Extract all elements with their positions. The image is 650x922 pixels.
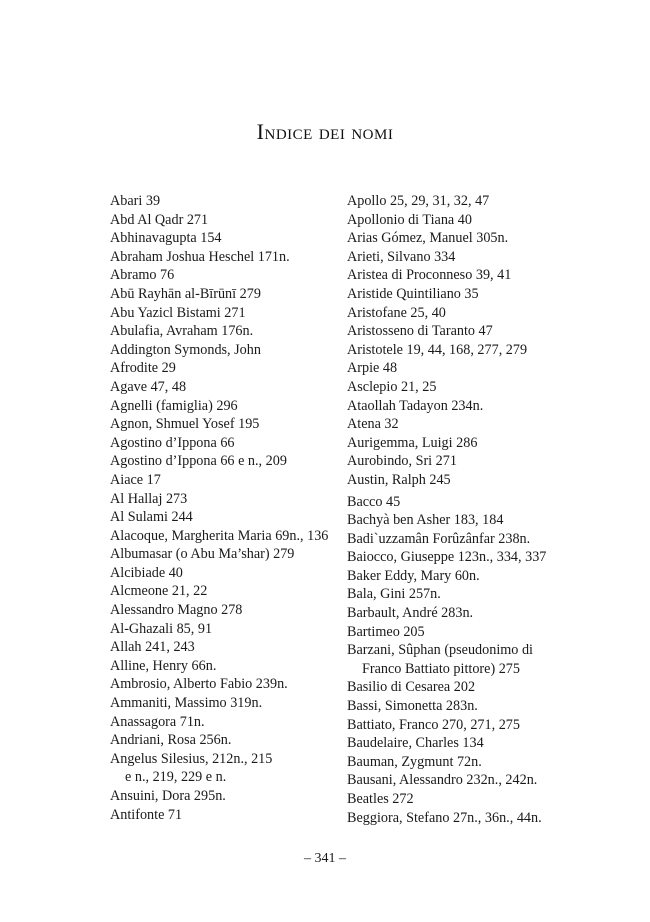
index-entry: Baker Eddy, Mary 60n. xyxy=(347,567,480,584)
index-entry: Agnon, Shmuel Yosef 195 xyxy=(110,416,260,433)
index-entry: Abraham Joshua Heschel 171n. xyxy=(110,248,290,265)
index-entry: Basilio di Cesarea 202 xyxy=(347,679,476,696)
index-entry: Angelus Silesius, 212n., 215 xyxy=(110,750,273,767)
index-entry: Abramo 76 xyxy=(110,267,175,284)
index-entry: Alcmeone 21, 22 xyxy=(110,583,208,600)
index-entry: Bausani, Alessandro 232n., 242n. xyxy=(347,772,538,789)
index-entry: e n., 219, 229 e n. xyxy=(125,769,227,786)
index-entry: Agave 47, 48 xyxy=(110,378,187,395)
index-entry: Al Sulami 244 xyxy=(110,509,193,526)
index-entry: Aiace 17 xyxy=(110,471,161,488)
index-entry: Atena 32 xyxy=(347,416,399,433)
index-entry: Aristea di Proconneso 39, 41 xyxy=(347,267,512,284)
index-entry: Aristide Quintiliano 35 xyxy=(347,285,479,302)
index-entry: Aristotele 19, 44, 168, 277, 279 xyxy=(347,341,528,358)
index-entry: Abhinavagupta 154 xyxy=(110,230,222,247)
index-entry: Abd Al Qadr 271 xyxy=(110,211,209,228)
index-entry: Aurobindo, Sri 271 xyxy=(347,453,457,470)
index-entry: Bala, Gini 257n. xyxy=(347,586,441,603)
index-entry: Bauman, Zygmunt 72n. xyxy=(347,753,482,770)
index-entry: Agostino d’Ippona 66 xyxy=(110,434,235,451)
index-entry: Agostino d’Ippona 66 e n., 209 xyxy=(110,453,287,470)
page-number: – 341 – xyxy=(304,851,346,866)
index-entry: Ammaniti, Massimo 319n. xyxy=(110,695,263,712)
index-entry: Agnelli (famiglia) 296 xyxy=(110,397,238,414)
index-entry: Aurigemma, Luigi 286 xyxy=(347,434,478,451)
index-entry: Bacco 45 xyxy=(347,493,401,510)
index-entry: Bartimeo 205 xyxy=(347,623,425,640)
index-entry: Addington Symonds, John xyxy=(110,341,261,358)
index-entry: Beggiora, Stefano 27n., 36n., 44n. xyxy=(347,809,542,826)
index-entry: Asclepio 21, 25 xyxy=(347,378,437,395)
index-entry: Anassagora 71n. xyxy=(110,713,205,730)
index-entry: Andriani, Rosa 256n. xyxy=(110,732,232,749)
index-entry: Abū Rayhān al-Bīrūnī 279 xyxy=(110,285,261,302)
index-entry: Barbault, André 283n. xyxy=(347,605,474,622)
index-entry: Arias Gómez, Manuel 305n. xyxy=(347,230,509,247)
index-entry: Abu Yazicl Bistami 271 xyxy=(110,304,246,321)
index-entry: Abulafia, Avraham 176n. xyxy=(110,323,254,340)
index-entry: Alessandro Magno 278 xyxy=(110,602,243,619)
index-entry: Baudelaire, Charles 134 xyxy=(347,735,484,752)
index-entry: Al-Ghazali 85, 91 xyxy=(110,620,213,637)
index-entry: Ambrosio, Alberto Fabio 239n. xyxy=(110,676,288,693)
index-entry: Alline, Henry 66n. xyxy=(110,657,217,674)
index-entry: Arpie 48 xyxy=(347,360,398,377)
index-entry: Beatles 272 xyxy=(347,791,414,807)
index-entry: Aristosseno di Taranto 47 xyxy=(347,323,493,340)
index-column-right xyxy=(347,192,587,827)
index-column-left xyxy=(110,192,335,824)
index-entry: Austin, Ralph 245 xyxy=(347,471,451,488)
index-entry: Alacoque, Margherita Maria 69n., 136 xyxy=(110,527,329,544)
index-entry: Aristofane 25, 40 xyxy=(347,304,446,321)
index-entry: Bassi, Simonetta 283n. xyxy=(347,698,478,715)
index-entry: Battiato, Franco 270, 271, 275 xyxy=(347,716,520,733)
index-entry: Badi`uzzamân Forûzânfar 238n. xyxy=(347,530,531,547)
index-entry: Barzani, Sûphan (pseudonimo di xyxy=(347,642,533,659)
index-entry: Bachyà ben Asher 183, 184 xyxy=(347,512,504,529)
index-entry: Ataollah Tadayon 234n. xyxy=(347,397,484,414)
index-entry: Allah 241, 243 xyxy=(110,639,195,656)
index-entry: Abari 39 xyxy=(110,193,161,209)
index-entry: Apollo 25, 29, 31, 32, 47 xyxy=(347,193,490,209)
index-entry: Apollonio di Tiana 40 xyxy=(347,211,472,228)
index-entry: Ansuini, Dora 295n. xyxy=(110,788,226,804)
index-entry: Afrodite 29 xyxy=(110,360,176,377)
index-entry: Franco Battiato pittore) 275 xyxy=(362,660,520,677)
index-entry: Antifonte 71 xyxy=(110,806,183,823)
index-entry: Alcibiade 40 xyxy=(110,564,183,581)
index-entry: Baiocco, Giuseppe 123n., 334, 337 xyxy=(347,549,547,566)
page-title: Indice dei nomi xyxy=(256,119,394,144)
index-entry: Arieti, Silvano 334 xyxy=(347,248,456,265)
index-entry: Al Hallaj 273 xyxy=(110,490,188,507)
index-entry: Albumasar (o Abu Ma’shar) 279 xyxy=(110,546,295,563)
